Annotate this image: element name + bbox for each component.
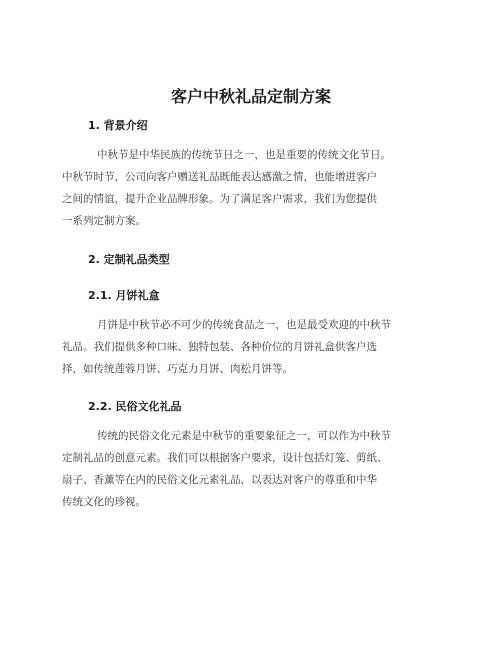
- paragraph-line: 定制礼品的创意元素。我们可以根据客户要求，设计包括灯笼、剪纸、: [62, 452, 388, 464]
- paragraph-line: 传统文化的珍视。: [62, 496, 146, 508]
- paragraph-line: 一系列定制方案。: [62, 215, 146, 227]
- paragraph-line: 礼品。我们提供多种口味、独特包装、各种价位的月饼礼盒供客户选: [62, 341, 377, 353]
- heading-folk-culture-gifts: 2.2. 民俗文化礼品: [88, 400, 182, 413]
- heading-background: 1. 背景介绍: [88, 119, 148, 132]
- document-title: 客户中秋礼品定制方案: [170, 87, 331, 106]
- paragraph-line: 中秋节时节，公司向客户赠送礼品既能表达感激之情，也能增进客户: [62, 171, 377, 183]
- paragraph-line: 扇子、香薰等在内的民俗文化元素礼品，以表达对客户的尊重和中华: [62, 474, 377, 486]
- heading-mooncake-box: 2.1. 月饼礼盒: [88, 289, 160, 302]
- paragraph-line: 传统的民俗文化元素是中秋节的重要象征之一，可以作为中秋节: [97, 430, 391, 442]
- paragraph-line: 择，如传统莲蓉月饼、巧克力月饼、肉松月饼等。: [62, 363, 293, 375]
- paragraph-line: 月饼是中秋节必不可少的传统食品之一，也是最受欢迎的中秋节: [97, 319, 391, 331]
- heading-gift-types: 2. 定制礼品类型: [88, 253, 170, 266]
- paragraph-line: 之间的情谊，提升企业品牌形象。为了满足客户需求，我们为您提供: [62, 193, 377, 205]
- paragraph-line: 中秋节是中华民族的传统节日之一，也是重要的传统文化节日。: [97, 149, 391, 161]
